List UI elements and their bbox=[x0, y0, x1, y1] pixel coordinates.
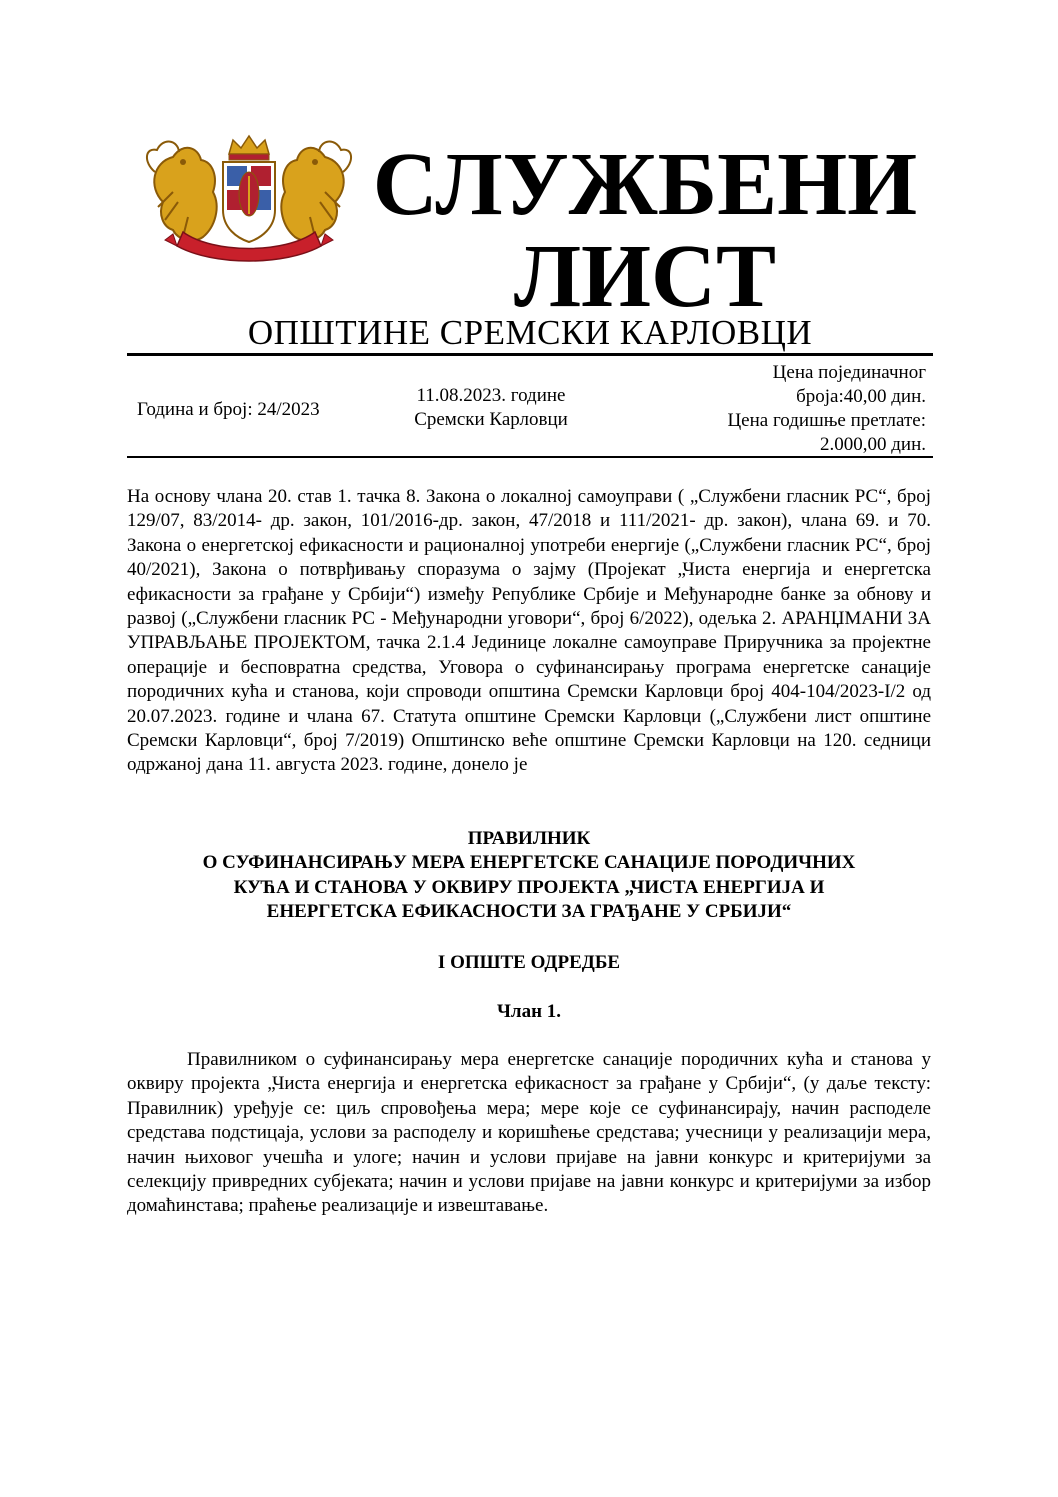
masthead-subtitle: ОПШТИНЕ СРЕМСКИ КАРЛОВЦИ bbox=[247, 313, 813, 352]
rulebook-title-line3: КУЋА И СТАНОВА У ОКВИРУ ПРОЈЕКТА „ЧИСТА ЕНЕРГИЈА И bbox=[233, 876, 825, 898]
header-divider-bottom bbox=[127, 456, 933, 458]
coat-of-arms-icon bbox=[143, 132, 355, 266]
price-single-label: Цена појединачног bbox=[772, 362, 926, 383]
issue-prices bbox=[660, 361, 926, 457]
price-annual-value: 2.000,00 дин. bbox=[819, 434, 926, 455]
rulebook-title-line1: ПРАВИЛНИК bbox=[467, 828, 591, 849]
price-annual-label: Цена годишње претлате: bbox=[727, 410, 926, 431]
issue-year-number: Година и број: 24/2023 bbox=[137, 399, 320, 420]
header-divider-top bbox=[127, 353, 933, 356]
coat-of-arms-emblem bbox=[143, 132, 355, 266]
rulebook-title bbox=[127, 827, 931, 925]
article-title: Члан 1. bbox=[496, 1001, 562, 1022]
issue-date: 11.08.2023. године bbox=[416, 385, 566, 406]
issue-place: Сремски Карловци bbox=[414, 409, 568, 430]
section-title: I ОПШТЕ ОДРЕДБЕ bbox=[437, 952, 621, 973]
masthead-title-line1: СЛУЖБЕНИ bbox=[372, 135, 918, 234]
article-paragraph: Правилником о суфинансирању мера енергетске санације породичних кућа и станова у оквиру пројекта „Чиста енергија и енергетска ефикасност за грађане у Србији“, (у даље тексту: Правилник) уређује се: циљ спровођења мера; мере које се суфинансирају, начин расподеле средстава подстицаја, услови за расподелу и коришћење средстава; учесници у реализацији мера, начин њиховог учешћа и улоге; начин и услови пријаве на јавни конкурс и критеријуми за селекцију привредних субјеката; начин и услови пријаве на јавни конкурс и критеријуми за избор домаћинстава; праћење реализације и извештавање. bbox=[127, 1049, 931, 1217]
masthead-title-line2: ЛИСТ bbox=[513, 227, 777, 326]
rulebook-title-line4: ЕНЕРГЕТСКА ЕФИКАСНОСТИ ЗА ГРАЂАНЕ У СРБИЈИ“ bbox=[266, 901, 792, 923]
issue-date-place bbox=[400, 384, 582, 432]
price-single-value: броја:40,00 дин. bbox=[796, 386, 926, 407]
preamble-paragraph: На основу члана 20. став 1. тачка 8. Закона о локалној самоуправи ( „Службени гласник РС“, број 129/07, 83/2014- др. закон, 101/2016-др. закон, 47/2018 и 111/2021- др. закон), члана 69. и 70. Закона о енергетској ефикасности и рационалној употреби енергије („Службени гласник РС“, број 40/2021), Закона о потврђивању споразума о зајму (Пројекат „Чиста енергија и енергетска ефикасности за грађане у Србији“) између Републике Србије и Међународне банке за обнову и развој („Службени гласник РС - Међународни уговори“, број 6/2022), одељка 2. АРАНЏМАНИ ЗА УПРАВЉАЊЕ ПРОЈЕКТОМ, тачка 2.1.4 Јединице локалне самоуправе Приручника за пројектне операције и бесповратна средства, Уговора о суфинансирању програма енергетске санације породичних кућа и станова, који спроводи општина Сремски Карловци број 404-104/2023-I/2 од 20.07.2023. године и члана 67. Статута општине Сремски Карловци („Службени лист општине Сремски Карловци“, број 7/2019) Општинско веће општине Сремски Карловци на 120. седници одржаној дана 11. августа 2023. године, донело је bbox=[127, 486, 931, 776]
rulebook-title-line2: О СУФИНАНСИРАЊУ МЕРА ЕНЕРГЕТСКЕ САНАЦИЈЕ ПОРОДИЧНИХ bbox=[202, 852, 856, 874]
